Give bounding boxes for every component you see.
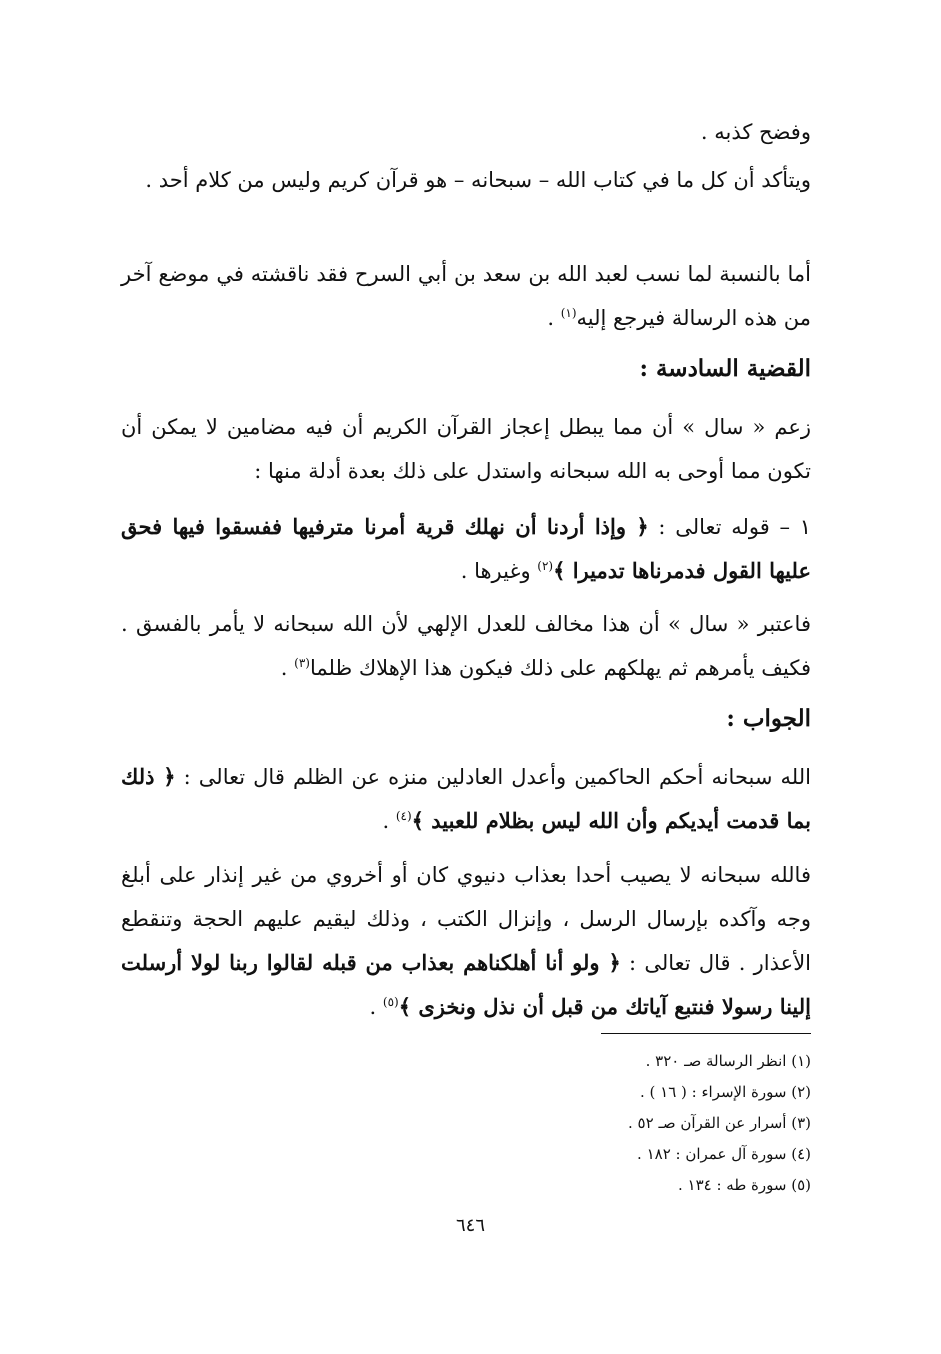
footnote-ref-5: (٥): [382, 995, 399, 1009]
heading-sixth-issue: القضية السادسة :: [639, 355, 811, 382]
paragraph-6-end: .: [280, 656, 295, 680]
paragraph-8-end: .: [369, 995, 383, 1019]
paragraph-8-intro: فالله سبحانه لا يصيب أحدا بعذاب دنيوي كان أو أخروي من غير إنذار على أبلغ وجه وآكده بإرسال الرسل ، وإنزال الكتب ، وذلك ليقيم عليهم الحجة وتنقطع الأعذار . قال تعالى :: [121, 863, 812, 975]
paragraph-2: [121, 158, 811, 202]
paragraph-1-text: وفضح كذبه .: [700, 120, 811, 144]
footnote-4: (٤) سورة آل عمران : ١٨٢ .: [637, 1145, 811, 1163]
quran-verse-2: ﴿ ذلك بما قدمت أيديكم وأن الله ليس بظلام للعبيد ﴾: [121, 764, 811, 833]
footnote-2: (٢) سورة الإسراء : ( ١٦ ) .: [639, 1083, 811, 1101]
paragraph-5: [121, 505, 811, 593]
footnote-1: (١) انظر الرسالة صـ ٣٢٠ .: [645, 1052, 811, 1070]
footnote-3: (٣) أسرار عن القرآن صـ ٥٢ .: [628, 1114, 811, 1132]
paragraph-4: [121, 405, 811, 493]
paragraph-4-text: زعم « سال » أن مما يبطل إعجاز القرآن الكريم أن فيه مضامين لا يمكن أن تكون مما أوحى به الله سبحانه واستدل على ذلك بعدة أدلة منها :: [121, 415, 811, 483]
paragraph-7: [121, 755, 811, 843]
footnote-ref-4: (٤): [395, 809, 412, 823]
footnote-ref-2: (٢): [537, 559, 554, 573]
paragraph-6-text: فاعتبر « سال » أن هذا مخالف للعدل الإلهي لأن الله سبحانه لا يأمر بالفسق . فكيف يأمرهم ثم يهلكهم على ذلك فيكون هذا الإهلاك ظلما: [121, 612, 811, 680]
footnotes: [211, 1046, 811, 1201]
paragraph-5-intro: ١ – قوله تعالى :: [648, 515, 812, 539]
quran-verse-1: ﴿ وإذا أردنا أن نهلك قرية أمرنا مترفيها ففسقوا فيها فحق عليها القول فدمرناها تدميرا ﴾: [121, 514, 811, 583]
paragraph-7-intro: الله سبحانه أحكم الحاكمين وأعدل العادلين منزه عن الظلم قال تعالى :: [175, 765, 811, 789]
paragraph-7-end: .: [382, 809, 396, 833]
paragraph-3-text: أما بالنسبة لما نسب لعبد الله بن سعد بن أبي السرح فقد ناقشته في موضع آخر من هذه الرسالة فيرجع إليه: [121, 262, 811, 330]
page-number: ٦٤٦: [455, 1215, 485, 1236]
paragraph-8: [121, 853, 811, 1029]
paragraph-3-end: .: [547, 306, 561, 330]
paragraph-2-text: ويتأكد أن كل ما في كتاب الله – سبحانه – هو قرآن كريم وليس من كلام أحد .: [145, 168, 811, 192]
paragraph-3: [121, 252, 811, 340]
heading-answer: الجواب :: [726, 705, 811, 732]
footnote-ref-3: (٣): [294, 656, 310, 670]
footnote-ref-1: (١): [560, 306, 577, 320]
footnote-divider: [601, 1033, 811, 1034]
quran-verse-3: ﴿ ولو أنا أهلكناهم بعذاب من قبله لقالوا ربنا لولا أرسلت إلينا رسولا فنتبع آياتك من قبل أن نذل ونخزى ﴾: [121, 950, 811, 1019]
footnote-5: (٥) سورة طه : ١٣٤ .: [677, 1176, 811, 1194]
paragraph-1: [121, 110, 811, 154]
paragraph-6: [121, 602, 811, 690]
paragraph-5-end: وغيرها .: [460, 559, 538, 583]
